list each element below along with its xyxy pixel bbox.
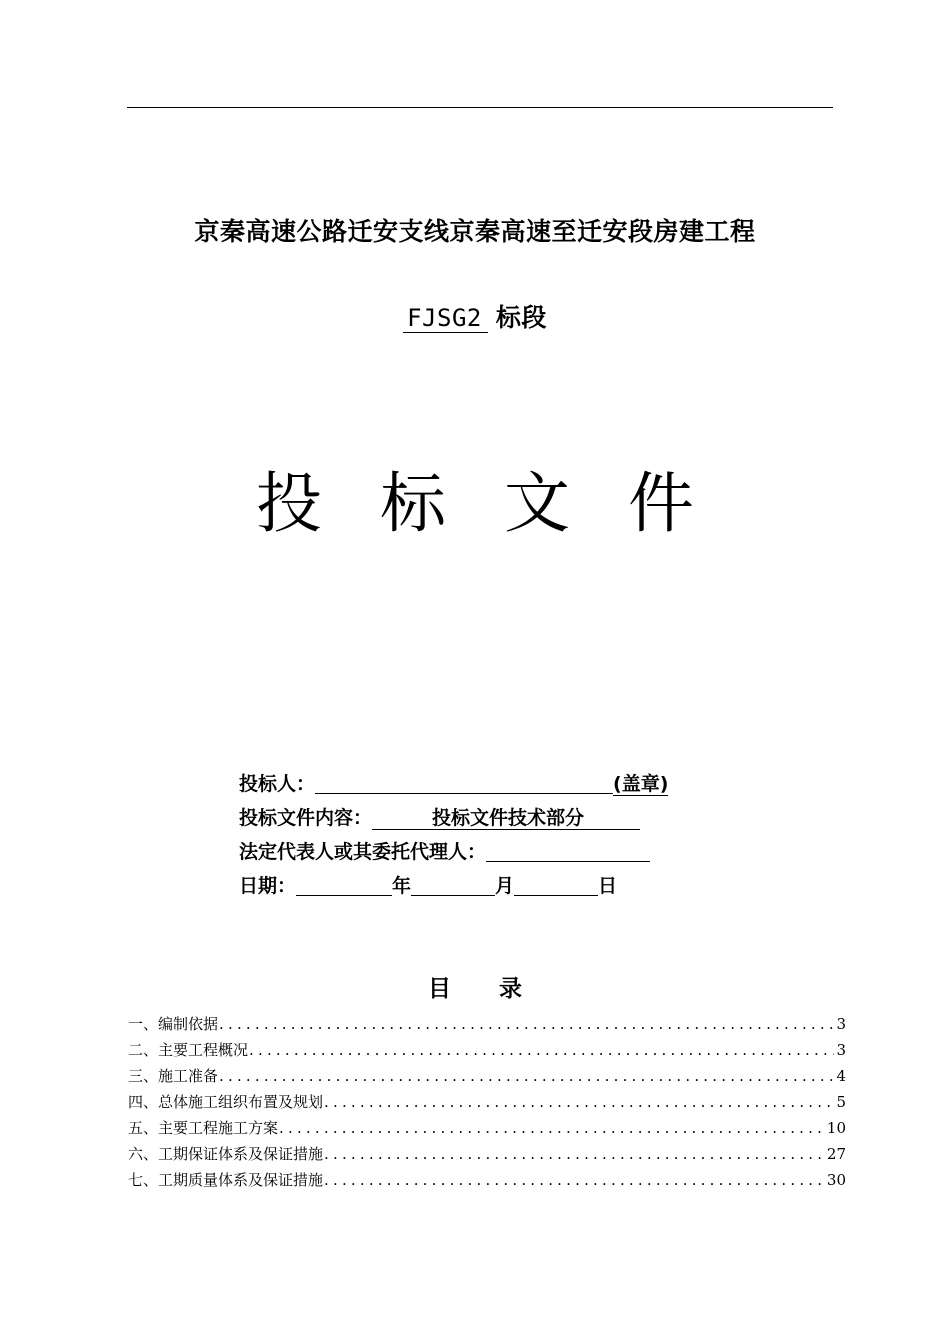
toc-entry-label: 三、施工准备 bbox=[128, 1067, 219, 1085]
toc-entry-label: 七、工期质量体系及保证措施 bbox=[128, 1171, 324, 1189]
bid-info-block bbox=[239, 768, 709, 904]
representative-row bbox=[239, 836, 709, 870]
representative-blank bbox=[486, 839, 650, 862]
document-type-title bbox=[0, 462, 950, 546]
content-row bbox=[239, 802, 709, 836]
year-blank bbox=[296, 873, 392, 896]
date-row bbox=[239, 870, 709, 904]
doc-type-char: 文 bbox=[504, 465, 570, 542]
toc-entry-label: 二、主要工程概况 bbox=[128, 1041, 249, 1059]
section-code: FJSG2 bbox=[403, 304, 488, 333]
section-line bbox=[0, 298, 950, 334]
representative-label: 法定代表人或其委托代理人： bbox=[239, 841, 487, 863]
bidder-row bbox=[239, 768, 709, 802]
toc-leader bbox=[218, 1063, 834, 1089]
toc-title-char: 录 bbox=[499, 976, 522, 1002]
doc-type-char: 件 bbox=[628, 465, 694, 542]
content-value: 投标文件技术部分 bbox=[372, 807, 640, 830]
toc-entry-label: 一、编制依据 bbox=[128, 1015, 219, 1033]
toc-entry-page: 3 bbox=[836, 1015, 846, 1033]
bidder-label: 投标人： bbox=[239, 773, 316, 795]
toc-entry[interactable] bbox=[128, 1089, 846, 1115]
toc-entry[interactable] bbox=[128, 1063, 846, 1089]
month-blank bbox=[411, 873, 495, 896]
toc-entry-page: 10 bbox=[826, 1119, 846, 1137]
toc-title-char: 目 bbox=[428, 976, 451, 1002]
toc-leader bbox=[323, 1089, 834, 1115]
content-label: 投标文件内容： bbox=[239, 807, 373, 829]
date-label: 日期： bbox=[239, 875, 297, 897]
toc-entry-page: 4 bbox=[836, 1067, 846, 1085]
table-of-contents bbox=[128, 1011, 846, 1193]
toc-entry[interactable] bbox=[128, 1141, 846, 1167]
toc-leader bbox=[323, 1141, 825, 1167]
project-title: 京秦高速公路迁安支线京秦高速至迁安段房建工程 bbox=[194, 217, 756, 246]
section-suffix: 标段 bbox=[495, 303, 547, 332]
toc-leader bbox=[248, 1037, 834, 1063]
toc-entry-page: 30 bbox=[826, 1171, 846, 1189]
year-label: 年 bbox=[392, 875, 412, 897]
header-rule bbox=[127, 107, 833, 108]
toc-entry[interactable] bbox=[128, 1011, 846, 1037]
day-blank bbox=[514, 873, 598, 896]
toc-entry[interactable] bbox=[128, 1115, 846, 1141]
toc-leader bbox=[218, 1011, 834, 1037]
day-label: 日 bbox=[598, 875, 618, 897]
toc-leader bbox=[323, 1167, 825, 1193]
doc-type-char: 投 bbox=[256, 465, 322, 542]
toc-entry[interactable] bbox=[128, 1037, 846, 1063]
toc-entry-page: 27 bbox=[826, 1145, 846, 1163]
toc-leader bbox=[278, 1115, 825, 1141]
seal-label: (盖章) bbox=[613, 773, 669, 795]
toc-entry[interactable] bbox=[128, 1167, 846, 1193]
toc-entry-page: 5 bbox=[836, 1093, 846, 1111]
toc-entry-label: 五、主要工程施工方案 bbox=[128, 1119, 279, 1137]
doc-type-char: 标 bbox=[380, 465, 446, 542]
toc-entry-label: 四、总体施工组织布置及规划 bbox=[128, 1093, 324, 1111]
month-label: 月 bbox=[495, 875, 515, 897]
toc-entry-label: 六、工期保证体系及保证措施 bbox=[128, 1145, 324, 1163]
bidder-blank bbox=[315, 771, 613, 794]
toc-title bbox=[0, 970, 950, 1003]
toc-entry-page: 3 bbox=[836, 1041, 846, 1059]
